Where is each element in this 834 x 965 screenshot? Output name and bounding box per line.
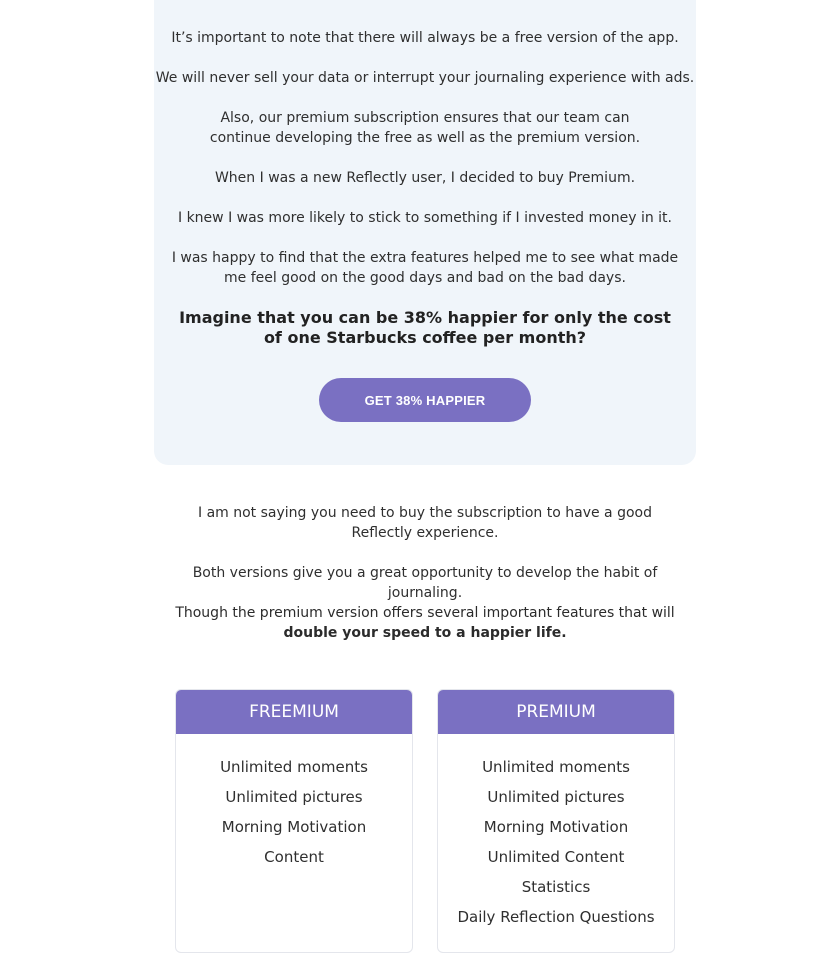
feature-item: Statistics [521, 878, 591, 896]
feature-item: Morning Motivation [221, 818, 367, 836]
feature-item: Unlimited moments [220, 758, 368, 776]
body-paragraph-both-versions: Both versions give you a great opportunity to develop the habit of journaling. [192, 565, 658, 601]
feature-item: Unlimited moments [482, 758, 630, 776]
body-paragraph-lead: Though the premium version offers several important features that will [175, 605, 675, 621]
intro-paragraph-subscription: Also, our premium subscription ensures that our team can continue developing the free as well as the premium version. [209, 110, 641, 146]
feature-item: Unlimited Content [487, 848, 625, 866]
body-paragraph-premium-features [174, 603, 676, 643]
feature-item: Unlimited pictures [225, 788, 363, 806]
freemium-plan-title: FREEMIUM [176, 690, 412, 734]
premium-plan-card [437, 689, 675, 953]
intro-panel [154, 0, 696, 465]
freemium-feature-list [176, 734, 412, 872]
intro-paragraph-no-ads: We will never sell your data or interrupt your journaling experience with ads. [155, 70, 695, 86]
premium-feature-list [438, 734, 674, 932]
intro-paragraph-invested: I knew I was more likely to stick to something if I invested money in it. [178, 210, 672, 226]
body-paragraph-not-required: I am not saying you need to buy the subscription to have a good Reflectly experience. [197, 505, 652, 541]
freemium-plan-card [175, 689, 413, 953]
premium-plan-title: PREMIUM [438, 690, 674, 734]
pitch-line-1: Imagine that you can be 38% happier for only the cost [179, 308, 671, 327]
feature-item: Content [264, 848, 324, 866]
intro-paragraph-free-version: It’s important to note that there will always be a free version of the app. [171, 30, 679, 46]
body-paragraph-emphasis: double your speed to a happier life. [283, 625, 567, 641]
feature-item: Daily Reflection Questions [457, 908, 655, 926]
get-happier-button[interactable]: GET 38% HAPPIER [319, 378, 531, 422]
feature-item: Unlimited pictures [487, 788, 625, 806]
comparison-intro [154, 465, 696, 665]
feature-item: Morning Motivation [483, 818, 629, 836]
pitch-line-2: of one Starbucks coffee per month? [263, 328, 587, 347]
intro-paragraph-extra-features: I was happy to find that the extra features helped me to see what made me feel good on the good days and bad on the bad days. [171, 250, 679, 286]
intro-paragraph-bought-premium: When I was a new Reflectly user, I decided to buy Premium. [214, 170, 636, 186]
